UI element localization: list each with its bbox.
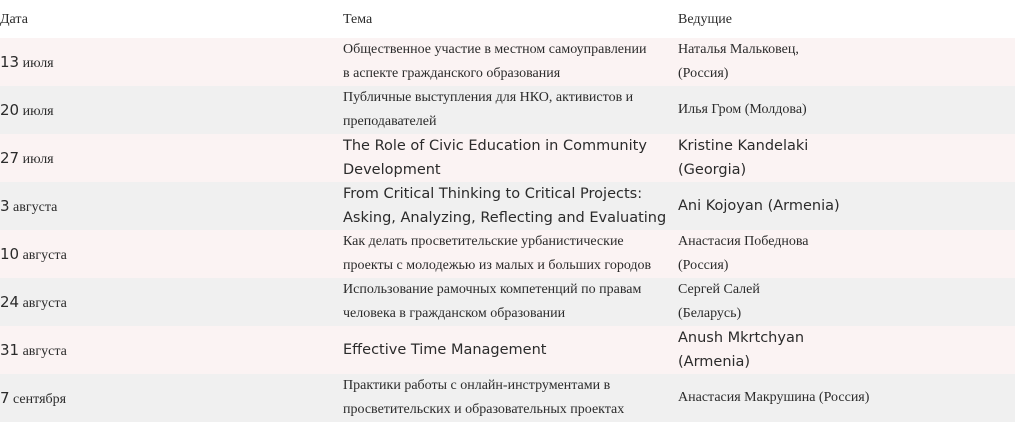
host-cell: [678, 86, 1015, 134]
host-cell: [678, 38, 1015, 86]
topic-line: The Role of Civic Education in Community: [343, 138, 647, 154]
host-cell: [678, 374, 1015, 422]
host-line: (Россия): [678, 66, 729, 81]
date-cell: 31 августа: [0, 326, 343, 374]
table-row: [0, 374, 1015, 422]
topic-line: Общественное участие в местном самоуправлении: [343, 42, 647, 57]
header-topic: Тема: [343, 12, 373, 27]
table-row: [0, 86, 1015, 134]
host-line: Сергей Салей: [678, 282, 760, 297]
host-cell: [678, 326, 1015, 374]
topic-line: проекты с молодежью из малых и больших городов: [343, 258, 652, 273]
host-line: Наталья Мальковец,: [678, 42, 799, 57]
date-cell: 10 августа: [0, 230, 343, 278]
date-cell: 3 августа: [0, 182, 343, 230]
date-cell: 20 июля: [0, 86, 343, 134]
topic-line: преподавателей: [343, 114, 437, 129]
table-row: [0, 182, 1015, 230]
topic-line: Практики работы с онлайн-инструментами в: [343, 378, 611, 393]
header-host: Ведущие: [678, 12, 732, 27]
table-row: [0, 230, 1015, 278]
topic-line: From Critical Thinking to Critical Projects:: [343, 186, 643, 202]
host-cell: [678, 134, 1015, 182]
topic-cell: [343, 134, 678, 182]
table-row: [0, 134, 1015, 182]
topic-cell: [343, 38, 678, 86]
right-gutter: [1015, 0, 1024, 426]
topic-line: Использование рамочных компетенций по правам: [343, 282, 642, 297]
host-cell: [678, 278, 1015, 326]
date-cell: 27 июля: [0, 134, 343, 182]
host-cell: [678, 230, 1015, 278]
host-line: Анастасия Победнова: [678, 234, 809, 249]
host-line: (Georgia): [678, 162, 747, 178]
host-line: Анастасия Макрушина (Россия): [678, 390, 870, 405]
table-row: [0, 278, 1015, 326]
topic-line: просветительских и образовательных проектах: [343, 402, 625, 417]
host-line: Илья Гром (Молдова): [678, 102, 807, 117]
topic-cell: [343, 278, 678, 326]
host-cell: [678, 182, 1015, 230]
topic-line: Development: [343, 162, 441, 178]
host-line: Anush Mkrtchyan: [678, 330, 805, 346]
header-date: Дата: [0, 12, 28, 27]
topic-cell: [343, 374, 678, 422]
topic-line: Публичные выступления для НКО, активистов и: [343, 90, 634, 105]
table-row: [0, 38, 1015, 86]
host-line: (Россия): [678, 258, 729, 273]
topic-line: в аспекте гражданского образования: [343, 66, 561, 81]
topic-line: человека в гражданском образовании: [343, 306, 566, 321]
topic-line: Asking, Analyzing, Reflecting and Evaluating: [343, 210, 667, 226]
header-row: [0, 0, 1015, 38]
topic-cell: [343, 182, 678, 230]
host-line: (Armenia): [678, 354, 751, 370]
topic-cell: [343, 86, 678, 134]
date-cell: 13 июля: [0, 38, 343, 86]
topic-cell: [343, 230, 678, 278]
host-line: (Беларусь): [678, 306, 742, 321]
topic-line: Effective Time Management: [343, 342, 547, 358]
date-cell: 7 сентября: [0, 374, 343, 422]
topic-line: Как делать просветительские урбанистические: [343, 234, 624, 249]
host-line: Kristine Kandelaki: [678, 138, 809, 154]
table-row: [0, 326, 1015, 374]
date-cell: 24 августа: [0, 278, 343, 326]
host-line: Ani Kojoyan (Armenia): [678, 198, 840, 214]
topic-cell: [343, 326, 678, 374]
